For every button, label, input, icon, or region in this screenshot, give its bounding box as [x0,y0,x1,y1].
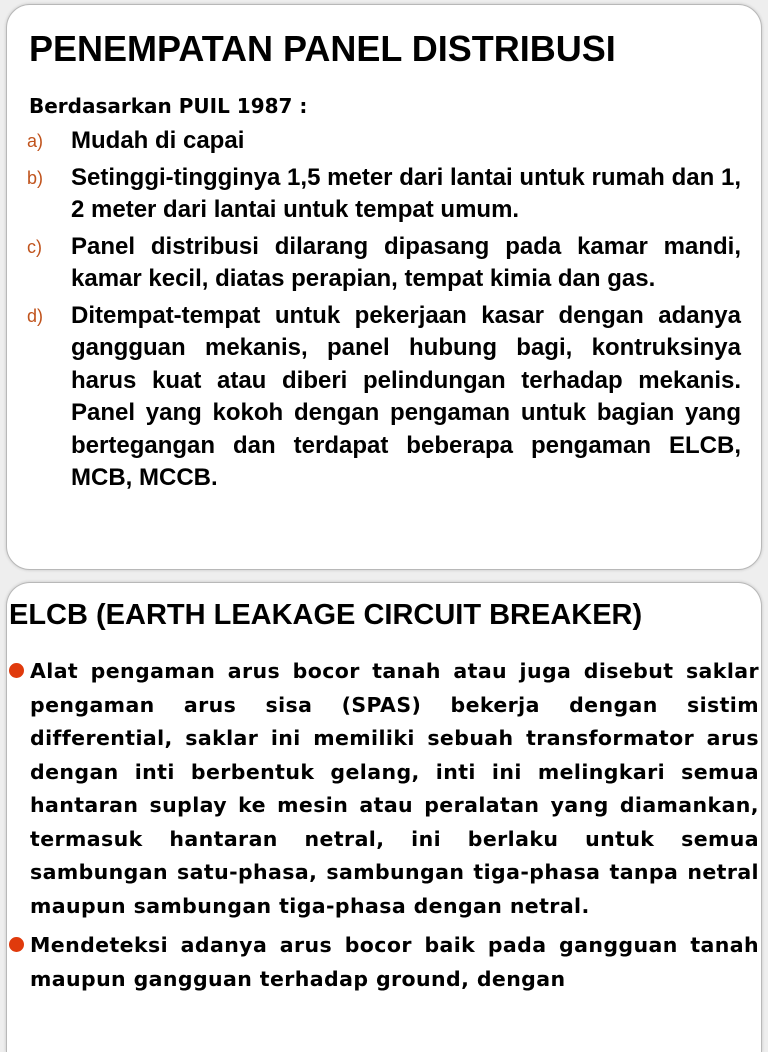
list-item [27,231,741,296]
list-item [27,300,741,495]
slide-subtitle: Berdasarkan PUIL 1987 : [29,94,308,118]
list-marker: b) [27,167,44,188]
list-item [27,125,741,158]
bullet-icon [9,929,30,963]
list-item-text: Panel distribusi dilarang dipasang pada kamar mandi, kamar kecil, diatas perapian, tempat kimia dan gas. [71,232,741,292]
slide-title: PENEMPATAN PANEL DISTRIBUSI [29,28,616,69]
list-item-text: Ditempat-tempat untuk pekerjaan kasar dengan adanya gangguan mekanis, panel hubung bagi, kontruksinya harus kuat atau diberi pelindungan terhadap mekanis. Panel yang kokoh dengan pengaman untuk bagian yang bertegangan dan terdapat beberapa pengaman ELCB, MCB, MCCB. [71,301,741,491]
list-marker: a) [27,131,44,151]
list-item-text: Mudah di capai [71,127,245,154]
requirements-list [27,125,741,499]
slide-elcb [6,582,762,1052]
list-item [9,655,759,923]
bullet-list [9,655,759,1002]
bullet-icon [9,655,30,689]
list-item-text: Setinggi-tingginya 1,5 meter dari lantai untuk rumah dan 1, 2 meter dari lantai untuk tempat umum. [71,163,741,223]
slide-panel-distribusi [6,4,762,570]
list-marker: c) [27,236,42,257]
list-marker: d) [27,305,44,326]
list-item-text: Alat pengaman arus bocor tanah atau juga disebut saklar pengaman arus sisa (SPAS) bekerja dengan sistim differential, saklar ini memiliki sebuah transformator arus dengan inti berbentuk gelang, inti ini melingkari semua hantaran suplay ke mesin atau peralatan yang diamankan, termasuk hantaran netral, ini berlaku untuk semua sambungan satu-phasa, sambungan tiga-phasa tanpa netral maupun sambungan tiga-phasa dengan netral. [30,659,759,918]
list-item [27,162,741,227]
list-item [9,929,759,996]
list-item-text: Mendeteksi adanya arus bocor baik pada gangguan tanah maupun gangguan terhadap ground, dengan [30,933,759,991]
slide-title: ELCB (EARTH LEAKAGE CIRCUIT BREAKER) [9,599,643,631]
